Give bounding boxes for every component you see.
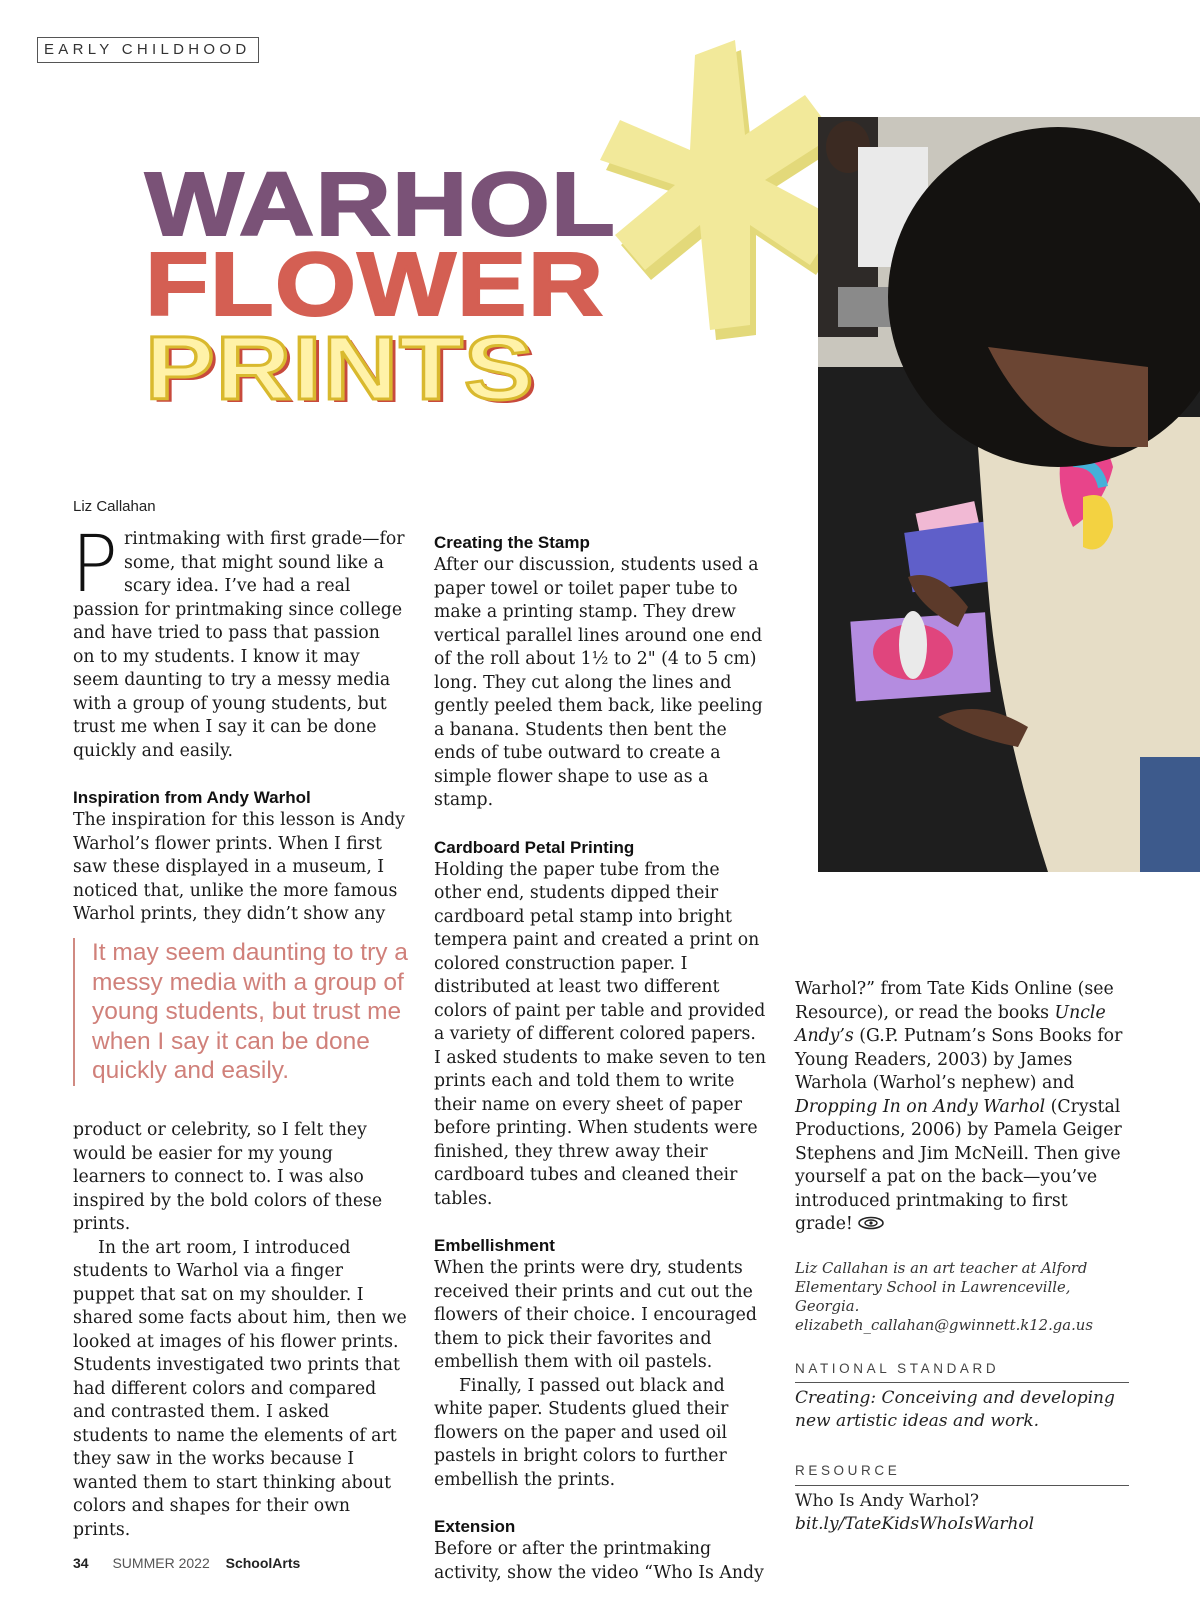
column-1-top <box>71 520 405 927</box>
column-1-bottom <box>73 1119 407 1542</box>
paragraph: product or celebrity, so I felt they would be easier for my young learners to connect to. I was also inspired by the bold colors of these prints. <box>73 1120 383 1234</box>
column-2 <box>434 531 766 1585</box>
drop-cap: P <box>71 520 119 610</box>
heading-extension: Extension <box>434 1517 516 1536</box>
paragraph: Warhol?” from Tate Kids Online (see Resource), or read the books Uncle Andy’s (G.P. Putnam’s Sons Books for Young Readers, 2003) by James Warhola (Warhol’s nephew) and Dropping In on Andy Warhol (Crystal Productions, 2006) by Pamela Geiger Stephens and Jim McNeill. Then give yourself a pat on the back—you’ve introduced printmaking to first grade! <box>795 979 1123 1234</box>
resource-label: RESOURCE <box>795 1459 1129 1486</box>
page-number: 34 <box>73 1555 89 1571</box>
flower-star-graphic <box>600 40 850 340</box>
issue-date: SUMMER 2022 <box>112 1555 210 1571</box>
author-bio <box>795 1259 1129 1335</box>
paragraph: In the art room, I introduced students to Warhol via a finger puppet that sat on my shoulder. I shared some facts about him, then we looked at images of his flower prints. Students investigated two prints that had different colors and compared and contrasted them. I asked students to name the elements of art they saw in the works because I wanted them to start thinking about colors and shapes for their own prints. <box>73 1237 407 1540</box>
paragraph: Holding the paper tube from the other end, students dipped their cardboard petal stamp into bright tempera paint and created a print on colored construction paper. I distributed at least two different colors of paint per table and provided a variety of different colored papers. I asked students to make seven to ten prints each and told them to write their name on every sheet of paper before printing. When students were finished, they threw away their cardboard tubes and cleaned their tables. <box>434 859 766 1209</box>
paragraph: When the prints were dry, students received their prints and cut out the flowers of their choice. I encouraged them to pick their favorites and embellish them with oil pastels. <box>434 1258 757 1372</box>
page-footer <box>73 1555 300 1571</box>
national-standard-label: NATIONAL STANDARD <box>795 1357 1129 1384</box>
heading-petal-printing: Cardboard Petal Printing <box>434 837 635 857</box>
column-3 <box>795 978 1129 1536</box>
title-line-warhol: WARHOL <box>145 155 616 255</box>
magazine-name: SchoolArts <box>225 1555 301 1571</box>
classroom-student-printing-photo-icon <box>818 117 1200 872</box>
paragraph: Before or after the printmaking activity, show the video “Who Is Andy <box>434 1539 764 1583</box>
book-title: Dropping In on Andy Warhol <box>795 1096 1046 1117</box>
author-email-link[interactable]: elizabeth_callahan@gwinnett.k12.ga.us <box>795 1316 1093 1334</box>
author-bio-text: Liz Callahan is an art teacher at Alford Elementary School in Lawrenceville, Georgia. <box>795 1259 1088 1315</box>
intro-paragraph: Printmaking with first grade—for some, that might sound like a scary idea. I’ve had a real passion for printmaking since college and have tried to pass that passion on to my students. I know it may seem daunting to try a messy media with a group of young students, but trust me when I say it can be done quickly and easily. <box>71 520 405 761</box>
heading-embellishment: Embellishment <box>434 1236 555 1255</box>
pull-quote: It may seem daunting to try a messy media with a group of young students, but trust me when I say it can be done quickly and easily. <box>73 938 432 1086</box>
resource-link[interactable]: bit.ly/TateKidsWhoIsWarhol <box>795 1513 1035 1534</box>
heading-inspiration: Inspiration from Andy Warhol <box>73 788 311 807</box>
heading-creating-stamp: Creating the Stamp <box>434 533 590 552</box>
classroom-photo <box>818 117 1200 872</box>
title-line-prints: PRINTS <box>145 319 535 419</box>
paragraph: After our discussion, students used a paper towel or toilet paper tube to make a printing stamp. They drew vertical parallel lines around one end of the roll about 1½ to 2" (4 to 5 cm) long. They cut along the lines and gently peeled them back, like peeling a banana. Students then bent the ends of tube outward to create a simple flower shape to use as a stamp. <box>434 555 763 810</box>
national-standard-text: Creating: Conceiving and developing new artistic ideas and work. <box>795 1388 1115 1431</box>
author-byline: Liz Callahan <box>73 498 156 515</box>
article-title <box>145 155 616 419</box>
schoolarts-end-mark-icon <box>858 1216 884 1230</box>
title-line-flower: FLOWER <box>145 235 605 335</box>
section-tag: EARLY CHILDHOOD <box>37 37 259 63</box>
resource-title: Who Is Andy Warhol? <box>795 1490 980 1511</box>
book-title: Uncle Andy’s <box>795 1002 1106 1046</box>
paragraph: The inspiration for this lesson is Andy Warhol’s flower prints. When I first saw these displayed in a museum, I noticed that, unlike the more famous Warhol prints, they didn’t show any <box>73 810 405 924</box>
paragraph: Finally, I passed out black and white paper. Students glued their flowers on the paper and used oil pastels in bright colors to further embellish the prints. <box>434 1375 729 1490</box>
